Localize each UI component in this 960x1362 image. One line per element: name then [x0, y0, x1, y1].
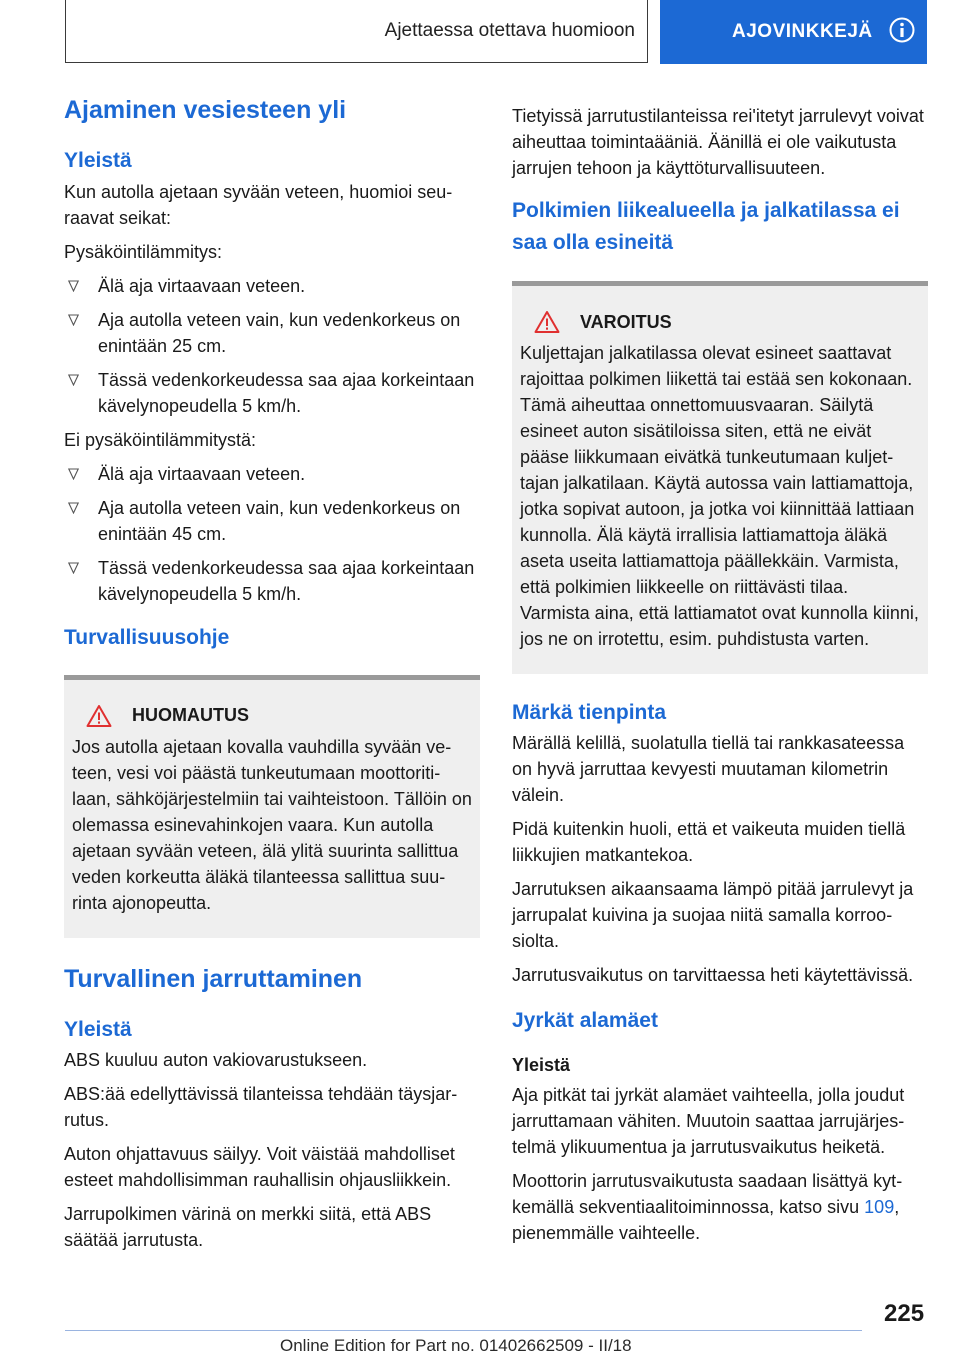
triangle-bullet-icon	[68, 280, 79, 292]
notice-text: Jos autolla ajetaan kovalla vauhdilla syvään veteen, vesi voi päästä tunkeutumaan moottoritilaan, sähköjärjestelmiin tai vaihteistoon. Tällöin on olemassa esinevahinkojen vaara. Kun autolla ajetaan syvään veteen, älä ylitä suurinta sallittua veden korkeutta äläkä tilanteessa sallittua suurinta ajonopeutta.	[72, 736, 472, 913]
page-number: 225	[884, 1300, 925, 1327]
paragraph: ABS:ää edellyttävissä tilanteissa tehdään täysjarrutus.	[64, 1084, 458, 1131]
paragraph: Ei pysäköintilämmitystä:	[64, 429, 257, 450]
list-item: Aja autolla veteen vain, kun vedenkorkeus on enintään 45 cm.	[64, 495, 480, 547]
page-reference-link[interactable]: 109	[864, 1196, 895, 1217]
heading-steep-downhill: Jyrkät alamäet	[512, 1009, 658, 1033]
heading-general: Yleistä	[64, 1018, 132, 1041]
notice-box	[64, 675, 480, 938]
triangle-bullet-icon	[68, 562, 79, 574]
heading-safety-note: Turvallisuusohje	[64, 625, 230, 649]
left-column	[64, 95, 480, 1261]
list-item: Älä aja virtaavaan veteen.	[64, 461, 480, 487]
heading-general: Yleistä	[64, 149, 132, 173]
info-icon	[889, 17, 915, 43]
subheading-general: Yleistä	[512, 1054, 571, 1075]
heading-safe-braking: Turvallinen jarruttaminen	[64, 964, 363, 993]
paragraph: Jarrutuksen aikaansaama lämpö pitää jarrulevyt ja jarrupalat kuivina ja suojaa niitä samalla korroosiolta.	[512, 879, 914, 952]
warning-triangle-icon	[534, 310, 560, 334]
heading-pedal-area: Polkimien liikealueella ja jalkatilassa ei saa olla esineitä	[512, 199, 900, 254]
paragraph: Auton ohjattavuus säilyy. Voit väistää mahdolliset esteet mahdollisimman rauhallisin ohjausliikkein.	[64, 1144, 455, 1191]
list-with-heater	[64, 273, 480, 419]
warning-box	[512, 281, 928, 674]
paragraph: Pidä kuitenkin huoli, että et vaikeuta muiden tiellä liikkujien matkantekoa.	[512, 819, 906, 866]
paragraph: Jarrutusvaikutus on tarvittaessa heti käytettävissä.	[512, 965, 914, 986]
list-item: Aja autolla veteen vain, kun vedenkorkeus on enintään 25 cm.	[64, 307, 480, 359]
header-section-title	[65, 0, 648, 63]
paragraph: Moottorin jarrutusvaikutusta saadaan lisättyä kytkemällä sekventiaalitoiminnossa, katso sivu 109, pienemmälle vaihteelle.	[512, 1170, 903, 1243]
paragraph: Jarrupolkimen värinä on merkki siitä, että ABS säätää jarrutusta.	[64, 1204, 432, 1251]
paragraph: Märällä kelillä, suolatulla tiellä tai rankkasateessa on hyvä jarruttaa kevyesti muutaman kilometrin välein.	[512, 733, 905, 806]
triangle-bullet-icon	[68, 468, 79, 480]
section-title: Ajettaessa otettava huomioon	[384, 20, 635, 41]
right-column	[512, 103, 928, 1254]
paragraph: Kun autolla ajetaan syvään veteen, huomioi seuraavat seikat:	[64, 181, 453, 228]
triangle-bullet-icon	[68, 314, 79, 326]
chapter-title: AJOVINKKEJÄ	[732, 21, 873, 42]
triangle-bullet-icon	[68, 502, 79, 514]
header-chapter-tab	[660, 0, 927, 64]
footer-divider	[65, 1330, 862, 1331]
list-item: Älä aja virtaavaan veteen.	[64, 273, 480, 299]
paragraph: ABS kuuluu auton vakiovarustukseen.	[64, 1050, 368, 1071]
list-item: Tässä vedenkorkeudessa saa ajaa korkeintaan kävelynopeudella 5 km/h.	[64, 367, 480, 419]
footer-edition-text: Online Edition for Part no. 01402662509 - II/18	[280, 1336, 632, 1355]
list-without-heater	[64, 461, 480, 607]
notice-title: HUOMAUTUS	[72, 704, 472, 728]
paragraph: Aja pitkät tai jyrkät alamäet vaihteella, jolla joudut jarruttamaan vähiten. Muutoin saattaa jarrujärjestelmä ylikuumentua ja jarrutusvaikutus heiketä.	[512, 1084, 905, 1157]
heading-wet-road: Märkä tienpinta	[512, 701, 667, 724]
paragraph: Pysäköintilämmitys:	[64, 241, 223, 262]
list-item: Tässä vedenkorkeudessa saa ajaa korkeintaan kävelynopeudella 5 km/h.	[64, 555, 480, 607]
triangle-bullet-icon	[68, 374, 79, 386]
heading-water-crossing: Ajaminen vesiesteen yli	[64, 96, 347, 124]
warning-title: VAROITUS	[520, 310, 920, 334]
warning-triangle-icon	[86, 704, 112, 728]
paragraph: Tietyissä jarrutustilanteissa rei'itetyt jarrulevyt voivat aiheuttaa toimintaääniä. Äänillä ei ole vaikutusta jarrujen tehoon ja käyttöturvallisuuteen.	[512, 106, 924, 178]
warning-text: Kuljettajan jalkatilassa olevat esineet saattavat rajoittaa polkimen liikettä tai estää sen kokonaan. Tämä aiheuttaa onnettomuusvaaran. Säilytä esineet auton sisätiloissa siten, että ne eivät pääse liikkumaan eivätkä tunkeutumaan kuljettajan jalkatilaan. Käytä autossa vain lattiamattoja, jotka sopivat autoon, ja jotka voi kiinnittää lattiaan kunnolla. Älä käytä irrallisia lattiamattoja äläkä aseta useita lattiamattoja päällekkäin. Varmista, että polkimien liikkeelle on riittävästi tilaa. Varmista aina, että lattiamatot ovat kunnolla kiinni, jos ne on irrotettu, esim. puhdistusta varten.	[520, 343, 919, 649]
